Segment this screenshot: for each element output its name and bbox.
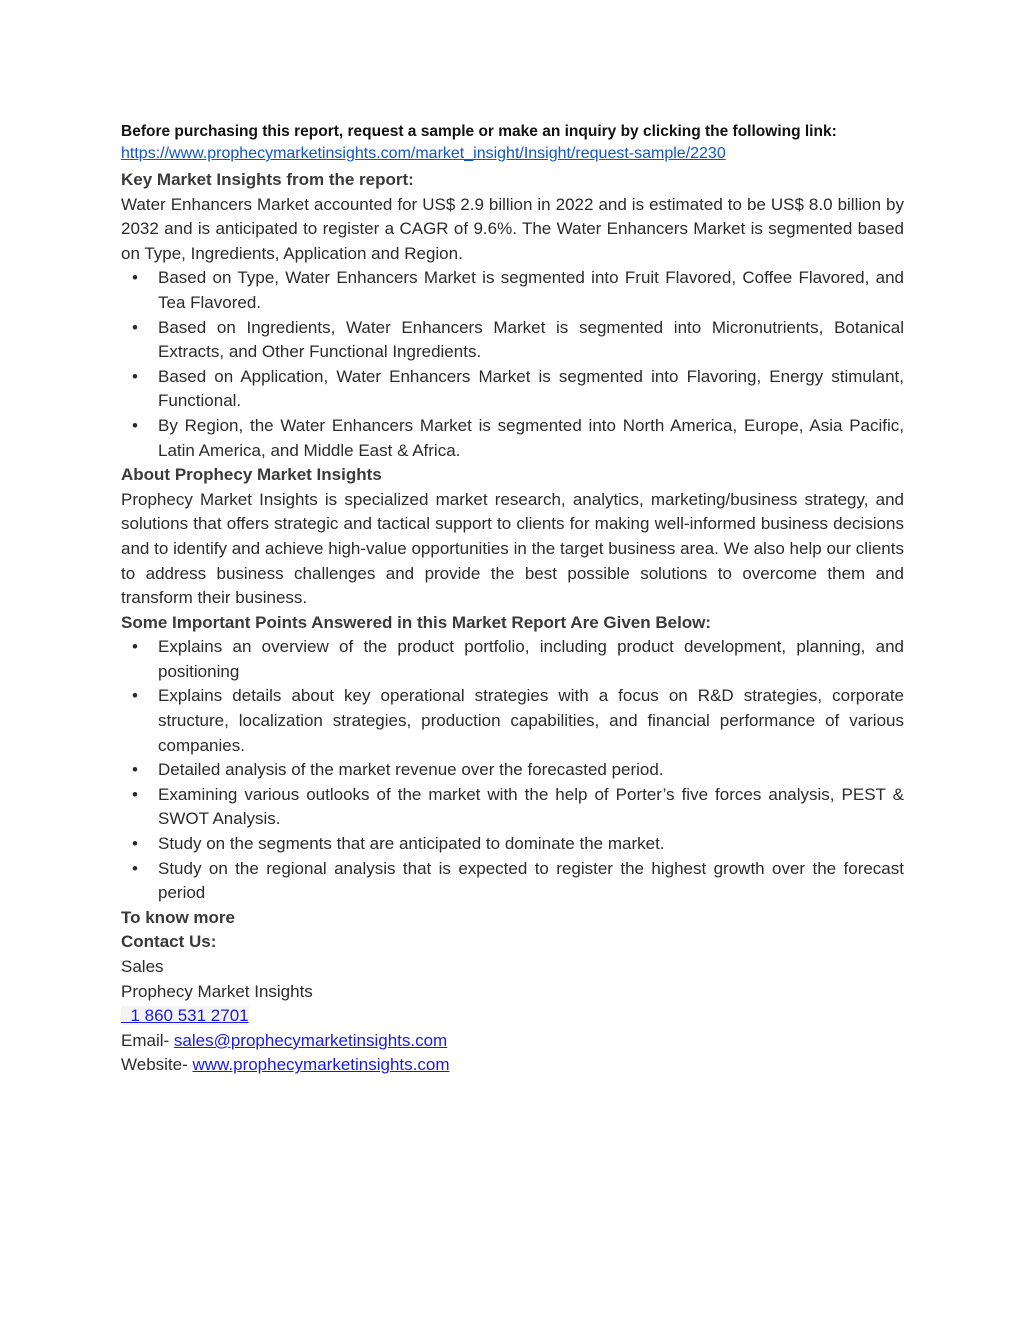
points-heading: Some Important Points Answered in this Market Report Are Given Below:	[121, 612, 712, 632]
email-label: Email-	[121, 1030, 174, 1050]
list-item	[121, 266, 904, 315]
contact-heading: Contact Us:	[121, 932, 217, 952]
bullet-icon: •	[132, 268, 138, 288]
list-item	[121, 783, 904, 832]
list-item	[121, 758, 904, 783]
list-item	[121, 857, 904, 906]
points-list	[121, 635, 904, 906]
list-item	[121, 635, 904, 684]
contact-department: Sales	[121, 957, 164, 976]
key-insights-heading: Key Market Insights from the report:	[121, 170, 414, 189]
phone-link[interactable]: 1 860 531 2701	[121, 1006, 249, 1026]
list-item-text: Study on the regional analysis that is expected to register the highest growth over the forecast period	[158, 858, 904, 903]
email-link[interactable]: sales@prophecymarketinsights.com	[173, 1030, 448, 1050]
contact-company: Prophecy Market Insights	[121, 981, 313, 1001]
bullet-icon: •	[132, 858, 138, 878]
key-insights-paragraph: Water Enhancers Market accounted for US$ 2.9 billion in 2022 and is estimated to be US$ 8.0 billion by 2032 and is anticipated to register a CAGR of 9.6%. The Water Enhancers Market is segmented based on Type, Ingredients, Application and Region.	[121, 194, 904, 263]
bullet-icon: •	[132, 686, 138, 706]
bullet-icon: •	[132, 317, 138, 337]
list-item	[121, 316, 904, 365]
document-page	[121, 120, 904, 1078]
list-item-text: Explains an overview of the product portfolio, including product development, planning, and positioning	[158, 637, 904, 681]
bullet-icon: •	[132, 415, 138, 435]
about-paragraph: Prophecy Market Insights is specialized market research, analytics, marketing/business strategy, and solutions that offers strategic and tactical support to clients for making well-informed business decisions and to identify and achieve high-value opportunities in the target business area. We also help our clients to address business challenges and provide the best possible solutions to overcome them and transform their business.	[121, 489, 904, 608]
bullet-icon: •	[132, 784, 138, 804]
website-label: Website-	[121, 1055, 193, 1075]
contact-phone-line	[121, 1004, 904, 1029]
list-item	[121, 832, 904, 857]
bullet-icon: •	[132, 760, 138, 780]
list-item-text: By Region, the Water Enhancers Market is segmented into North America, Europe, Asia Pacific, Latin America, and Middle East & Africa.	[158, 415, 904, 460]
list-item	[121, 684, 904, 758]
intro-text: Before purchasing this report, request a sample or make an inquiry by clicking the following link:	[121, 123, 837, 140]
list-item-text: Study on the segments that are anticipated to dominate the market.	[158, 834, 665, 854]
list-item-text: Based on Application, Water Enhancers Market is segmented into Flavoring, Energy stimulant, Functional.	[158, 366, 904, 411]
contact-email-line	[121, 1029, 904, 1054]
know-more-heading: To know more	[121, 907, 235, 927]
list-item	[121, 365, 904, 414]
list-item-text: Based on Type, Water Enhancers Market is segmented into Fruit Flavored, Coffee Flavored, and Tea Flavored.	[158, 268, 904, 312]
list-item-text: Based on Ingredients, Water Enhancers Market is segmented into Micronutrients, Botanical Extracts, and Other Functional Ingredients.	[158, 317, 904, 362]
key-insights-list	[121, 266, 904, 463]
list-item-text: Examining various outlooks of the market with the help of Porter’s five forces analysis, PEST & SWOT Analysis.	[158, 784, 904, 829]
request-sample-link[interactable]: https://www.prophecymarketinsights.com/market_insight/Insight/request-sample/2230	[121, 145, 726, 162]
bullet-icon: •	[132, 637, 138, 657]
bullet-icon: •	[132, 366, 138, 386]
about-heading: About Prophecy Market Insights	[121, 465, 382, 485]
list-item-text: Detailed analysis of the market revenue over the forecasted period.	[158, 760, 664, 780]
list-item-text: Explains details about key operational strategies with a focus on R&D strategies, corporate structure, localization strategies, production capabilities, and financial performance of various companies.	[158, 686, 904, 755]
contact-website-line	[121, 1053, 904, 1078]
bullet-icon: •	[132, 834, 138, 854]
list-item	[121, 414, 904, 463]
website-link[interactable]: www.prophecymarketinsights.com	[192, 1055, 450, 1075]
